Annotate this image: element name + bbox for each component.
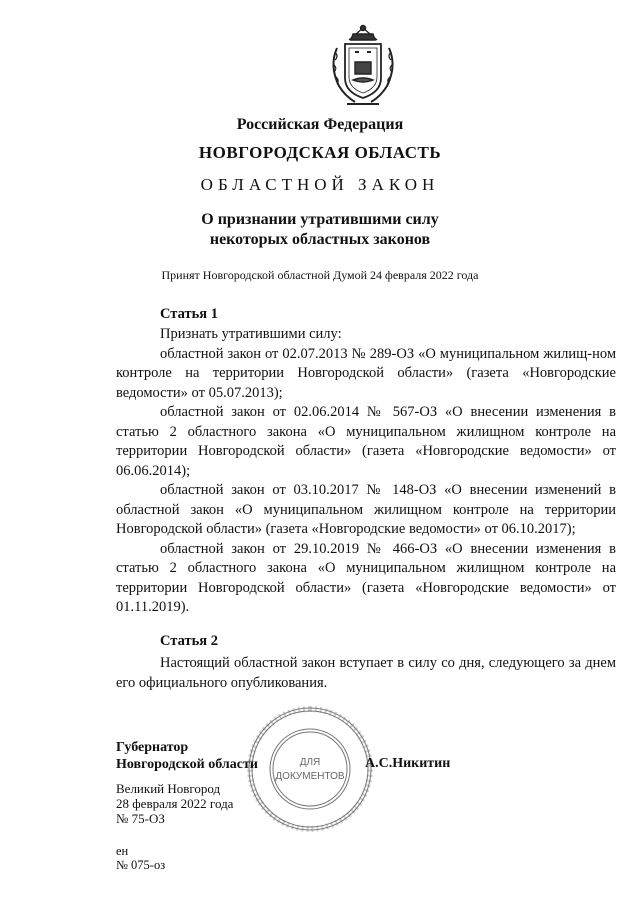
article-2-body xyxy=(116,654,616,693)
footer-ref: № 075-оз xyxy=(116,858,166,872)
article-1-heading: Статья 1 xyxy=(160,306,218,322)
signing-date: 28 февраля 2022 года xyxy=(116,796,234,811)
place-city: Великий Новгород xyxy=(116,781,221,796)
article-1-item: областной закон от 02.06.2014 № 567-ОЗ «О внесении изменения в статью 2 областного закона «О муниципальном жилищном контроле на территории Новгородской области» (газета «Новгородские ведомости» от 06.06.2014); xyxy=(116,404,616,479)
coat-of-arms-emblem xyxy=(325,22,401,110)
signature-position xyxy=(116,739,258,773)
article-1-body xyxy=(116,325,616,618)
signature-position-line1: Губернатор xyxy=(116,740,189,755)
article-2-text: Настоящий областной закон вступает в силу со дня, следующего за днем его официального опубликования. xyxy=(116,655,616,691)
federation-heading: Российская Федерация xyxy=(236,116,404,133)
adoption-note: Принят Новгородской областной Думой 24 февраля 2022 года xyxy=(161,268,479,282)
footer-block xyxy=(116,844,165,872)
law-title-line1: О признании утратившими силу xyxy=(201,211,439,228)
law-type-heading: ОБЛАСТНОЙ ЗАКОН xyxy=(200,175,440,194)
law-title xyxy=(0,210,640,250)
stamp-center-line1: ДЛЯ xyxy=(299,757,321,768)
official-stamp xyxy=(246,705,374,833)
article-1-intro: Признать утратившими силу: xyxy=(160,326,342,342)
law-number: № 75-ОЗ xyxy=(116,811,165,826)
article-1-item: областной закон от 03.10.2017 № 148-ОЗ «О внесении изменений в областной закон «О муниципальном жилищном контроле на территории Новгородской области» (газета «Новгородские ведомости» от 06.10.2017); xyxy=(116,482,616,537)
stamp-center-line2: ДОКУМЕНТОВ xyxy=(275,771,345,782)
footer-initials: ен xyxy=(116,844,129,858)
article-1-item: областной закон от 02.07.2013 № 289-ОЗ «О муниципальном жилищ-ном контроле на территории Новгородской области» (газета «Новгородские ведомости» от 05.07.2013); xyxy=(116,345,616,401)
law-title-line2: некоторых областных законов xyxy=(209,231,431,248)
article-1-item: областной закон от 29.10.2019 № 466-ОЗ «О внесении изменения в статью 2 областного закона «О муниципальном жилищном контроле на территории Новгородской области» (газета «Новгородские ведомости» от 01.11.2019). xyxy=(116,540,616,615)
article-2-heading: Статья 2 xyxy=(160,633,218,649)
place-date-block xyxy=(116,781,233,826)
signature-position-line2: Новгородской области xyxy=(116,757,258,772)
region-heading: НОВГОРОДСКАЯ ОБЛАСТЬ xyxy=(198,143,442,162)
signer-name: А.С.Никитин xyxy=(365,756,451,771)
